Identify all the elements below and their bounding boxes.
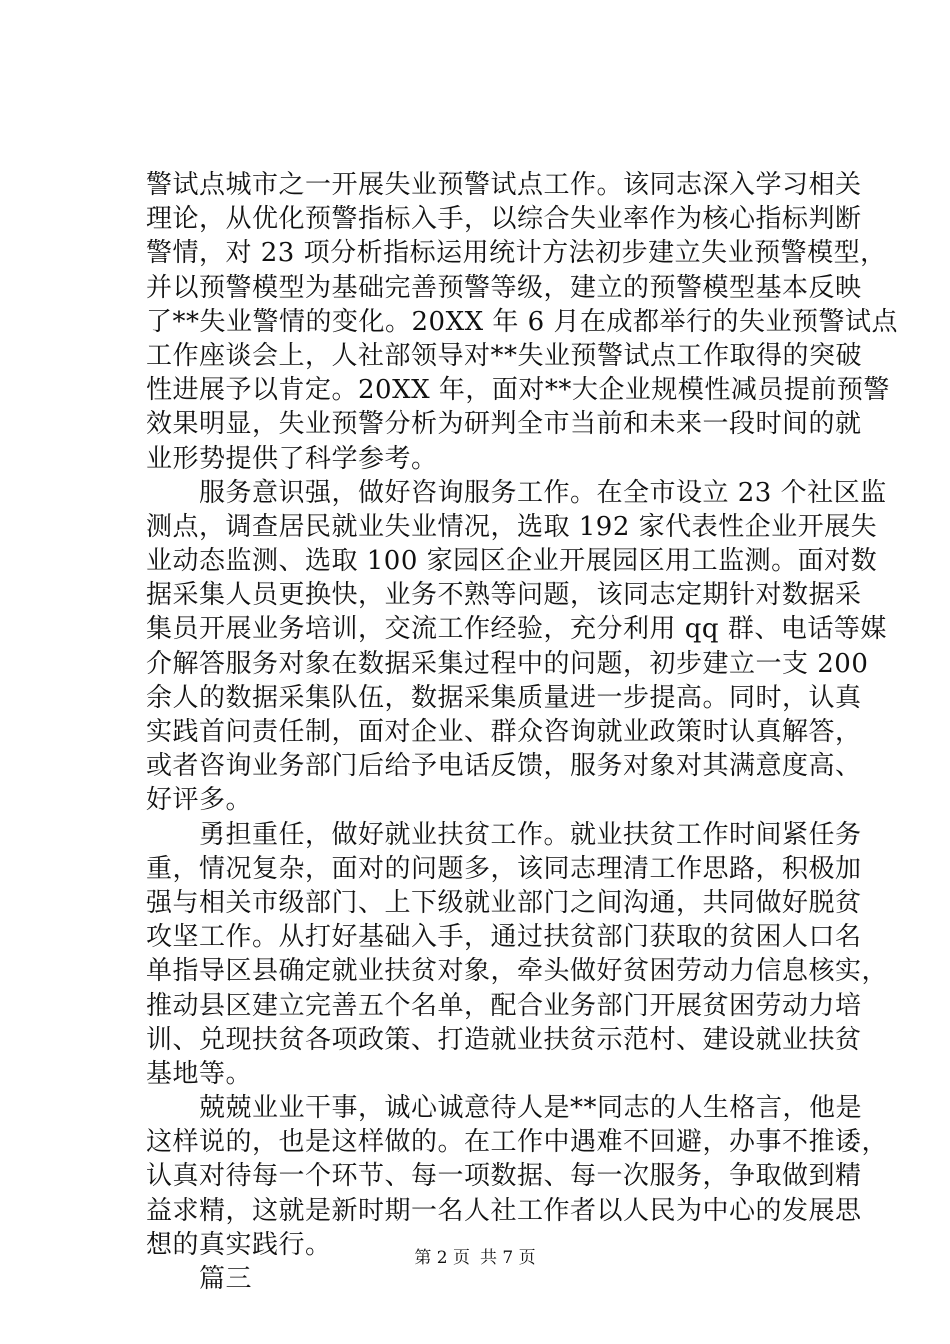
text-line: 重，情况复杂，面对的问题多，该同志理清工作思路，积极加	[146, 853, 862, 884]
text-line: 集员开展业务培训，交流工作经验，充分利用 qq 群、电话等媒	[146, 614, 887, 645]
text-line: 这样说的，也是这样做的。在工作中遇难不回避，办事不推诿，	[146, 1127, 889, 1158]
text-line: 篇三	[146, 1264, 253, 1294]
text-line: 据采集人员更换快，业务不熟等问题，该同志定期针对数据采	[146, 580, 862, 611]
text-line: 认真对待每一个环节、每一项数据、每一次服务，争取做到精	[146, 1161, 862, 1192]
text-line: 效果明显，失业预警分析为研判全市当前和未来一段时间的就	[146, 409, 862, 440]
text-line: 单指导区县确定就业扶贫对象，牵头做好贫困劳动力信息核实，	[146, 956, 889, 987]
text-line: 或者咨询业务部门后给予电话反馈，服务对象对其满意度高、	[146, 751, 862, 782]
text-line: 业形势提供了科学参考。	[146, 443, 438, 474]
text-line: 并以预警模型为基础完善预警等级，建立的预警模型基本反映	[146, 272, 862, 303]
text-line: 训、兑现扶贫各项政策、打造就业扶贫示范村、建设就业扶贫	[146, 1024, 862, 1055]
text-line: 理论，从优化预警指标入手，以综合失业率作为核心指标判断	[146, 204, 862, 235]
text-line: 余人的数据采集队伍，数据采集质量进一步提高。同时，认真	[146, 682, 862, 713]
text-line: 警情，对 23 项分析指标运用统计方法初步建立失业预警模型，	[146, 238, 887, 269]
text-line: 业动态监测、选取 100 家园区企业开展园区用工监测。面对数	[146, 546, 878, 577]
document-body	[146, 168, 898, 1296]
page-total: 共 7 页	[480, 1248, 536, 1268]
text-line: 介解答服务对象在数据采集过程中的问题，初步建立一支 200	[146, 648, 869, 679]
text-line: 实践首问责任制，面对企业、群众咨询就业政策时认真解答，	[146, 717, 862, 747]
text-line: 推动县区建立完善五个名单，配合业务部门开展贫困劳动力培	[146, 990, 862, 1021]
text-line: 服务意识强，做好咨询服务工作。在全市设立 23 个社区监	[146, 477, 887, 508]
text-line: 兢兢业业干事，诚心诚意待人是**同志的人生格言，他是	[146, 1093, 863, 1124]
text-line: 好评多。	[146, 785, 253, 816]
text-line: 益求精，这就是新时期一名人社工作者以人民为中心的发展思	[146, 1195, 862, 1226]
text-line: 勇担重任，做好就业扶贫工作。就业扶贫工作时间紧任务	[146, 819, 862, 850]
text-line: 性进展予以肯定。20XX 年，面对**大企业规模性减员提前预警	[146, 375, 890, 406]
text-line: 攻坚工作。从打好基础入手，通过扶贫部门获取的贫困人口名	[146, 922, 862, 953]
text-line: 基地等。	[146, 1058, 253, 1089]
page-number: 第 2 页	[414, 1248, 470, 1268]
text-line: 强与相关市级部门、上下级就业部门之间沟通，共同做好脱贫	[146, 887, 862, 918]
text-line: 测点，调查居民就业失业情况，选取 192 家代表性企业开展失	[146, 511, 878, 542]
text-line: 警试点城市之一开展失业预警试点工作。该同志深入学习相关	[146, 170, 862, 200]
text-line: 了**失业警情的变化。20XX 年 6 月在成都举行的失业预警试点	[146, 306, 898, 337]
text-line: 想的真实践行。	[146, 1229, 332, 1260]
page-footer	[0, 1247, 950, 1269]
text-line: 工作座谈会上，人社部领导对**失业预警试点工作取得的突破	[146, 340, 863, 371]
